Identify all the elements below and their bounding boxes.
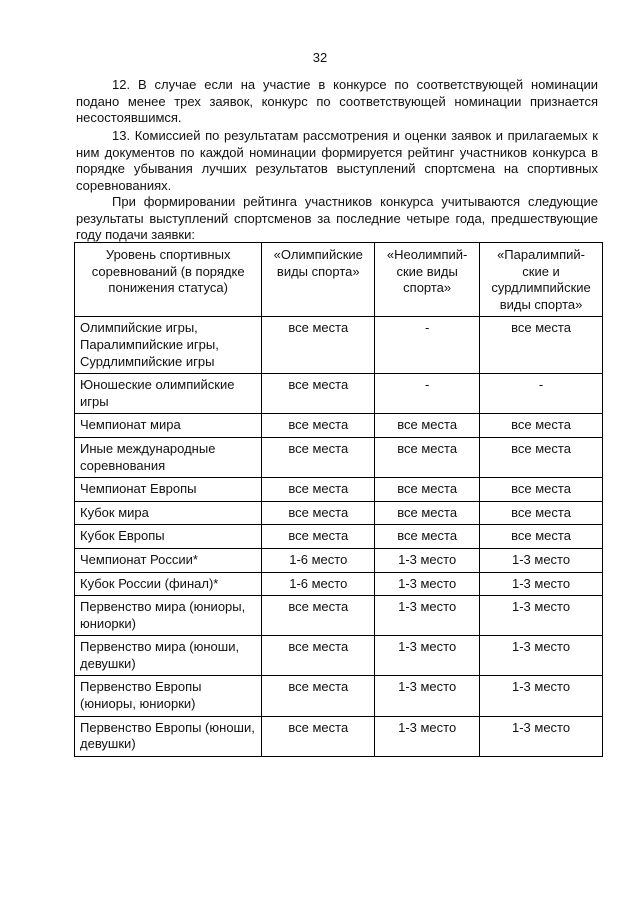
cell-olympic: все места <box>262 676 375 716</box>
cell-level: Первенство мира (юноши, девушки) <box>75 636 262 676</box>
cell-non-olympic: 1-3 место <box>375 636 480 676</box>
cell-level: Кубок Европы <box>75 525 262 549</box>
results-table <box>74 242 603 757</box>
cell-non-olympic: все места <box>375 437 480 477</box>
cell-olympic: 1-6 место <box>262 548 375 572</box>
table-row <box>75 636 603 676</box>
table-row <box>75 374 603 414</box>
cell-non-olympic: все места <box>375 501 480 525</box>
cell-olympic: 1-6 место <box>262 572 375 596</box>
cell-olympic: все места <box>262 716 375 756</box>
header-olympic: «Олимпийские виды спорта» <box>262 243 375 317</box>
paragraph-13: 13. Комиссией по результатам рассмотрения и оценки заявок и прилагаемых к ним документов по каждой номинации формируется рейтинг участников конкурса в порядке убывания лучших результатов выступлений спортсмена на спортивных соревнованиях. <box>76 128 598 193</box>
cell-paralympic: 1-3 место <box>480 716 603 756</box>
cell-non-olympic: 1-3 место <box>375 572 480 596</box>
cell-non-olympic: 1-3 место <box>375 596 480 636</box>
cell-paralympic: все места <box>480 501 603 525</box>
cell-paralympic: 1-3 место <box>480 596 603 636</box>
cell-paralympic: все места <box>480 414 603 438</box>
cell-level: Чемпионат России* <box>75 548 262 572</box>
table-row <box>75 548 603 572</box>
cell-non-olympic: 1-3 место <box>375 716 480 756</box>
paragraph-14: При формировании рейтинга участников конкурса учитываются следующие результаты выступлений спортсменов за последние четыре года, предшествующие году подачи заявки: <box>76 194 598 243</box>
cell-level: Чемпионат Европы <box>75 478 262 502</box>
cell-olympic: все места <box>262 414 375 438</box>
cell-olympic: все места <box>262 317 375 374</box>
header-level: Уровень спортивных соревнований (в порядке понижения статуса) <box>75 243 262 317</box>
cell-level: Иные международные соревнования <box>75 437 262 477</box>
cell-olympic: все места <box>262 636 375 676</box>
table-row <box>75 478 603 502</box>
cell-paralympic: 1-3 место <box>480 572 603 596</box>
cell-paralympic: все места <box>480 317 603 374</box>
page-number: 32 <box>312 50 328 65</box>
table-header-row <box>75 243 603 317</box>
cell-level: Первенство Европы (юниоры, юниорки) <box>75 676 262 716</box>
cell-non-olympic: все места <box>375 525 480 549</box>
table-row <box>75 676 603 716</box>
table-body <box>75 317 603 756</box>
cell-level: Чемпионат мира <box>75 414 262 438</box>
cell-non-olympic: 1-3 место <box>375 548 480 572</box>
header-non-olympic: «Неолимпий-ские виды спорта» <box>375 243 480 317</box>
cell-non-olympic: все места <box>375 414 480 438</box>
table-row <box>75 317 603 374</box>
cell-level: Первенство мира (юниоры, юниорки) <box>75 596 262 636</box>
cell-level: Кубок мира <box>75 501 262 525</box>
cell-level: Юношеские олимпийские игры <box>75 374 262 414</box>
cell-olympic: все места <box>262 478 375 502</box>
header-paralympic: «Паралимпий-ские и сурдлимпийские виды спорта» <box>480 243 603 317</box>
table-row <box>75 501 603 525</box>
cell-olympic: все места <box>262 501 375 525</box>
cell-olympic: все места <box>262 596 375 636</box>
table-row <box>75 414 603 438</box>
cell-non-olympic: - <box>375 317 480 374</box>
table-row <box>75 572 603 596</box>
cell-level: Первенство Европы (юноши, девушки) <box>75 716 262 756</box>
cell-paralympic: все места <box>480 525 603 549</box>
table-row <box>75 437 603 477</box>
cell-olympic: все места <box>262 525 375 549</box>
table-row <box>75 596 603 636</box>
table-row <box>75 525 603 549</box>
cell-paralympic: 1-3 место <box>480 676 603 716</box>
cell-level: Олимпийские игры, Паралимпийские игры, Сурдлимпийские игры <box>75 317 262 374</box>
cell-paralympic: все места <box>480 478 603 502</box>
cell-paralympic: - <box>480 374 603 414</box>
cell-paralympic: все места <box>480 437 603 477</box>
cell-olympic: все места <box>262 374 375 414</box>
paragraph-12: 12. В случае если на участие в конкурсе по соответствующей номинации подано менее трех заявок, конкурс по соответствующей номинации признается несостоявшимся. <box>76 77 598 126</box>
table-row <box>75 716 603 756</box>
cell-level: Кубок России (финал)* <box>75 572 262 596</box>
cell-non-olympic: 1-3 место <box>375 676 480 716</box>
cell-paralympic: 1-3 место <box>480 548 603 572</box>
cell-non-olympic: все места <box>375 478 480 502</box>
cell-olympic: все места <box>262 437 375 477</box>
cell-paralympic: 1-3 место <box>480 636 603 676</box>
cell-non-olympic: - <box>375 374 480 414</box>
